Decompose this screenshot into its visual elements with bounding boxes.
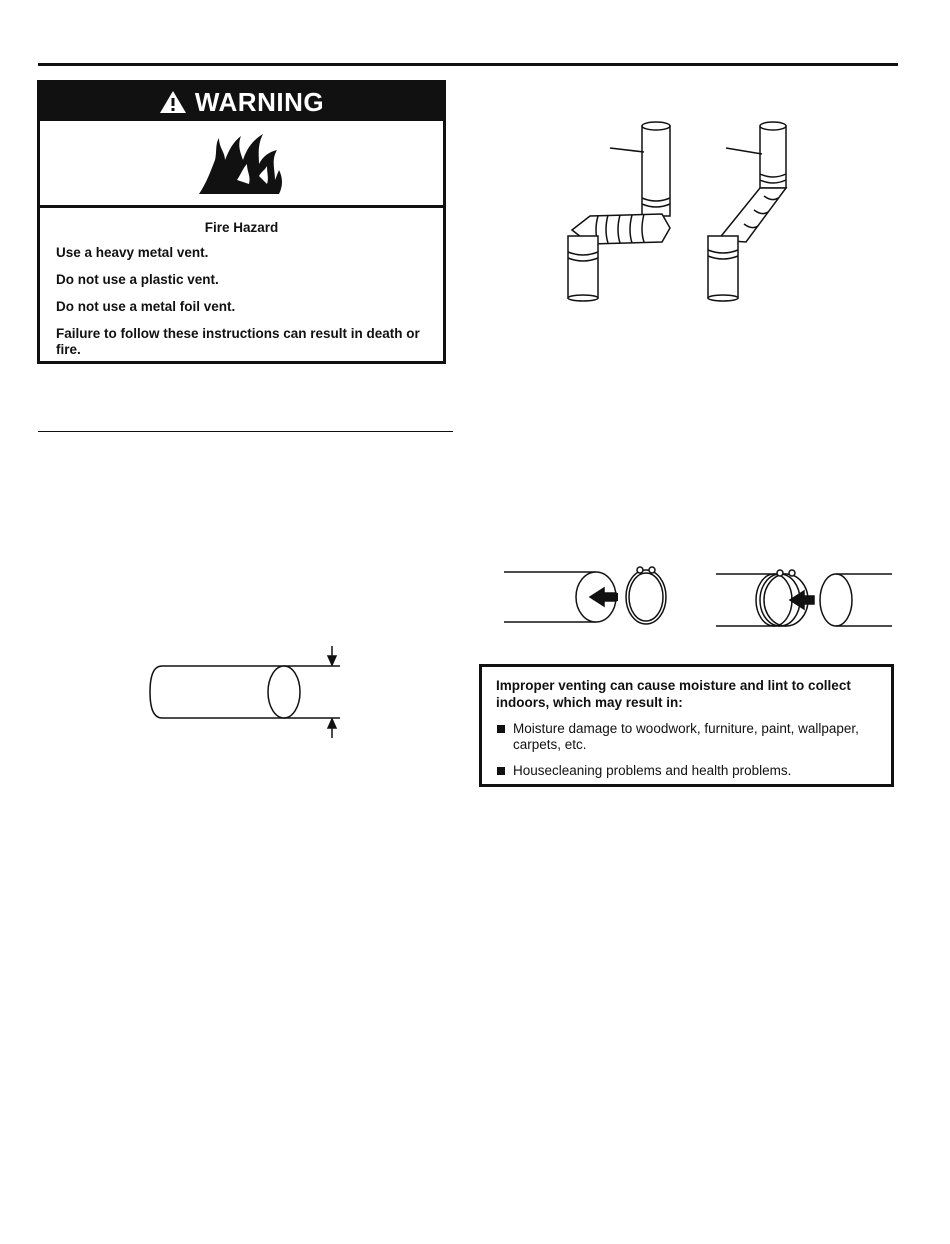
notice-lead: Improper venting can cause moisture and lint to collect indoors, which may result in: xyxy=(496,678,851,710)
flame-icon xyxy=(197,130,287,196)
warning-line: Do not use a metal foil vent. xyxy=(56,299,236,314)
bullet-square-icon xyxy=(497,725,505,733)
warning-line: Failure to follow these instructions can result in death or fire. xyxy=(56,326,420,357)
fire-hazard-warning-box xyxy=(37,80,446,364)
warning-triangle-icon xyxy=(159,90,187,114)
warning-header xyxy=(40,83,443,121)
vent-diameter-illustration xyxy=(148,640,348,740)
notice-bullet-text: Housecleaning problems and health problems. xyxy=(513,763,792,778)
warning-line: Use a heavy metal vent. xyxy=(56,245,209,260)
hazard-name: Fire Hazard xyxy=(204,220,279,235)
warning-line: Do not use a plastic vent. xyxy=(56,272,219,287)
notice-bullet-text: Moisture damage to woodwork, furniture, paint, wallpaper, carpets, etc. xyxy=(513,721,859,752)
section-divider xyxy=(38,431,453,432)
improper-venting-notice xyxy=(479,664,894,787)
warning-title: WARNING xyxy=(194,86,325,117)
notice-bullet xyxy=(496,721,877,753)
notice-bullet xyxy=(496,763,877,779)
bullet-square-icon xyxy=(497,767,505,775)
elbow-vent-illustration xyxy=(550,118,800,308)
hazard-pictogram xyxy=(40,121,443,208)
top-divider xyxy=(38,63,898,66)
warning-body xyxy=(40,208,443,358)
vent-clamp-illustration xyxy=(500,560,896,632)
